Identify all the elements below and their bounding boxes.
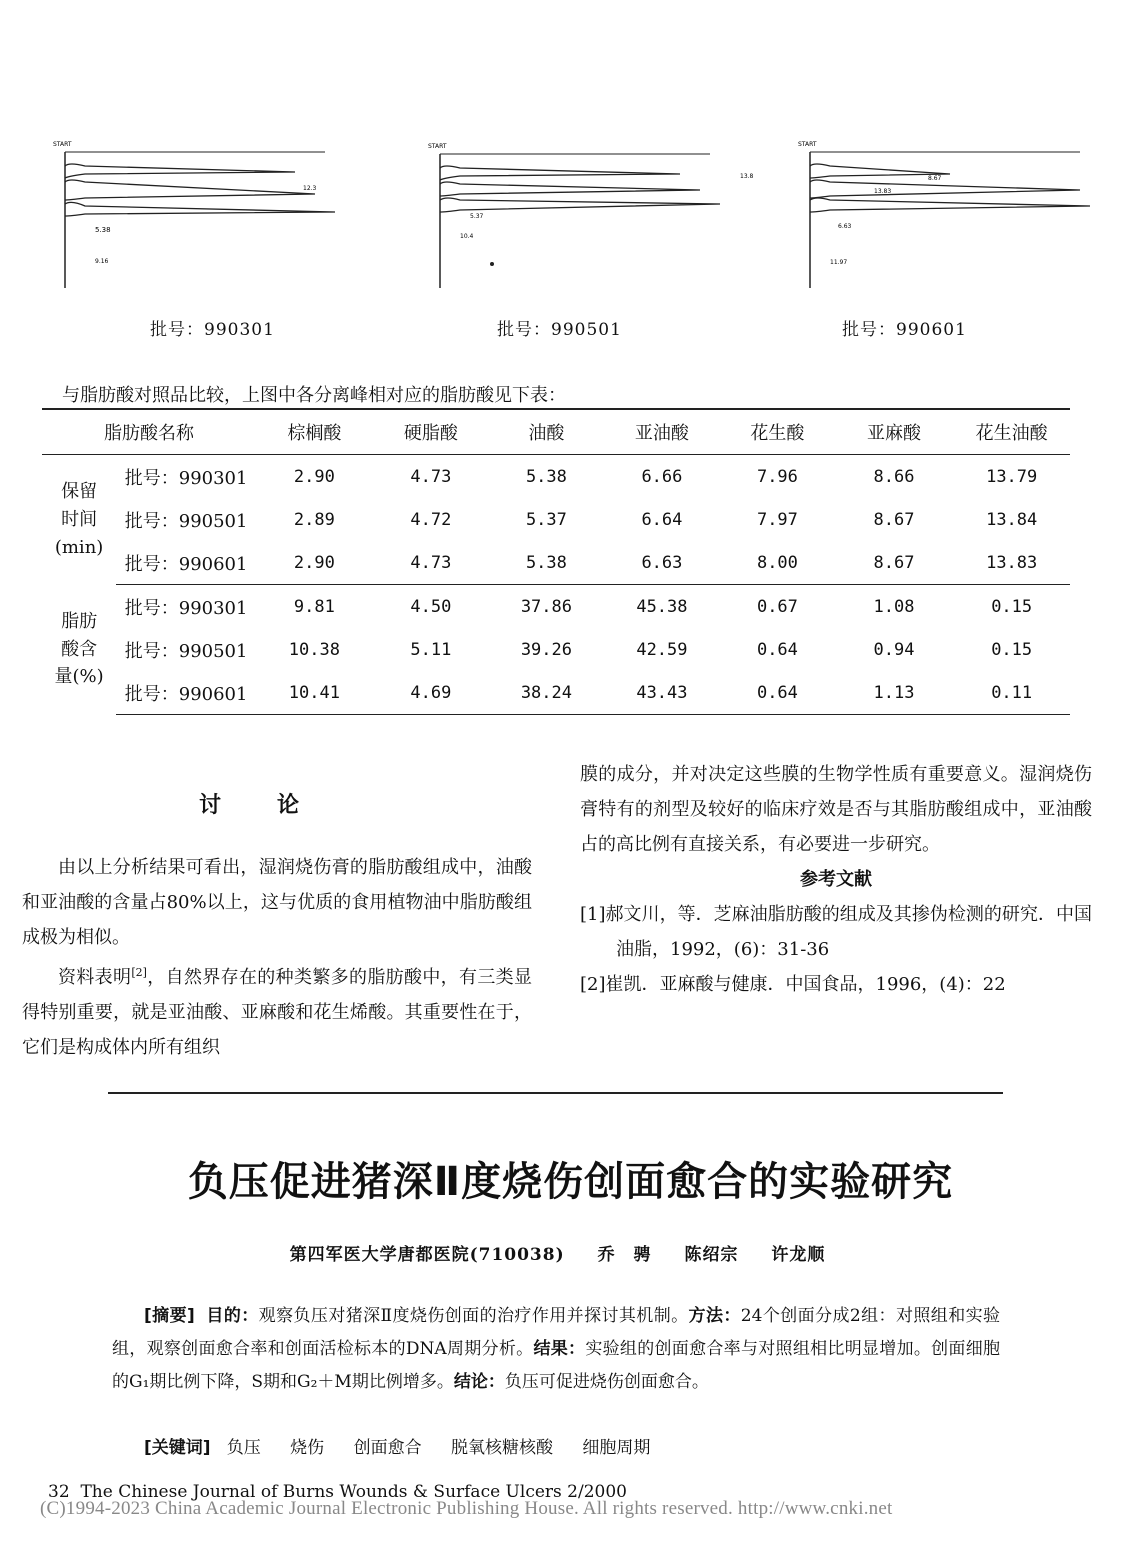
table-header-row — [42, 409, 1070, 455]
value-cell: 5.38 — [525, 466, 567, 487]
citation: [2] — [131, 966, 147, 979]
batch-cell: 批号：990501 — [124, 640, 248, 662]
value-cell: 0.64 — [720, 671, 834, 715]
abstract — [112, 1300, 1000, 1399]
keyword: 烧伤 — [290, 1438, 325, 1458]
value-cell: 0.15 — [991, 639, 1033, 660]
keyword: 脱氧核糖核酸 — [450, 1438, 553, 1458]
keywords-label: [关键词] — [144, 1438, 211, 1458]
value-cell: 42.59 — [636, 639, 688, 660]
header-name: 脂肪酸名称 — [42, 409, 256, 455]
section-divider — [108, 1092, 1003, 1094]
chromatogram-990301 — [45, 138, 345, 298]
discussion-paragraph: 资料表明[2]，自然界存在的种类繁多的脂肪酸中，有三类显得特别重要，就是亚油酸、亚麻酸和花生烯酸。其重要性在于，它们是构成体内所有组织 — [22, 966, 533, 1058]
value-cell: 8.00 — [720, 541, 834, 585]
value-cell: 6.63 — [604, 541, 721, 585]
peak-label: 11.97 — [830, 259, 848, 266]
start-label: START — [53, 141, 72, 148]
peak-label: 5.37 — [470, 213, 484, 220]
peak-label: 10.4 — [460, 233, 474, 240]
discussion-right-column — [580, 757, 1092, 1002]
keywords — [144, 1433, 674, 1458]
value-cell: 8.67 — [873, 509, 915, 530]
method-label: 方法： — [688, 1306, 741, 1326]
table-intro: 与脂肪酸对照品比较，上图中各分离峰相对应的脂肪酸见下表： — [62, 385, 566, 406]
author: 乔 骋 — [597, 1245, 652, 1265]
author: 陈绍宗 — [684, 1245, 739, 1265]
author-line — [0, 1240, 1141, 1265]
keyword: 细胞周期 — [582, 1438, 651, 1458]
discussion-title: 讨论 — [198, 792, 355, 818]
value-cell: 2.90 — [293, 466, 335, 487]
abstract-label: [摘要] — [144, 1306, 195, 1326]
copyright-watermark: (C)1994-2023 China Academic Journal Electronic Publishing House. All rights reserved. http://www.cnki.net — [40, 1498, 893, 1519]
value-cell: 8.67 — [835, 541, 954, 585]
table-row — [42, 628, 1070, 671]
peak-label: 13.83 — [874, 188, 892, 195]
value-cell: 13.84 — [986, 509, 1038, 530]
chromatogram-plot — [420, 138, 754, 298]
value-cell: 5.38 — [489, 541, 603, 585]
column-header: 亚油酸 — [604, 409, 721, 455]
value-cell: 38.24 — [489, 671, 603, 715]
chromatogram-batch-label: 批号：990301 — [150, 320, 275, 340]
fatty-acid-table — [42, 408, 1070, 715]
result-text: 实验组的创面愈合率与对照组相比明显增加。创面细胞的G₁期比例下降，S期和G₂＋M期比例增多。 — [112, 1339, 1001, 1392]
peak-label: 9.16 — [95, 258, 109, 265]
column-header: 亚麻酸 — [835, 409, 954, 455]
value-cell: 4.73 — [373, 541, 490, 585]
chromatogram-plot — [45, 138, 345, 298]
value-cell: 0.15 — [991, 596, 1033, 617]
value-cell: 13.83 — [953, 541, 1070, 585]
peak-label: 13.8 — [740, 173, 754, 180]
value-cell: 4.73 — [410, 466, 452, 487]
table-row — [42, 498, 1070, 541]
objective-label: 目的： — [206, 1306, 259, 1326]
conclusion-label: 结论： — [453, 1372, 505, 1392]
table-row — [42, 541, 1070, 585]
page-number: 32 — [48, 1482, 70, 1502]
chromatogram-990601 — [790, 138, 1090, 298]
peak-label: 6.63 — [838, 223, 852, 230]
value-cell: 39.26 — [520, 639, 572, 660]
value-cell: 0.64 — [756, 639, 798, 660]
value-cell: 8.66 — [873, 466, 915, 487]
table-row — [42, 455, 1070, 499]
peak-label: 8.67 — [928, 175, 942, 182]
column-header: 油酸 — [489, 409, 603, 455]
value-cell: 2.89 — [293, 509, 335, 530]
references-title: 参考文献 — [800, 869, 872, 890]
value-cell: 1.08 — [873, 596, 915, 617]
value-cell: 0.94 — [873, 639, 915, 660]
start-label: START — [798, 141, 817, 148]
keyword: 负压 — [226, 1438, 261, 1458]
value-cell: 4.50 — [410, 596, 452, 617]
value-cell: 10.41 — [256, 671, 373, 715]
journal-name: The Chinese Journal of Burns Wounds & Surface Ulcers 2/2000 — [80, 1482, 627, 1502]
column-header: 花生酸 — [720, 409, 834, 455]
value-cell: 7.97 — [756, 509, 798, 530]
value-cell: 9.81 — [293, 596, 335, 617]
value-cell: 6.66 — [641, 466, 683, 487]
value-cell: 6.64 — [641, 509, 683, 530]
method-text: 24个创面分成2组：对照组和实验组，观察创面愈合率和创面活检标本的DNA周期分析。 — [112, 1306, 1001, 1359]
column-header: 硬脂酸 — [373, 409, 490, 455]
peak-label: 5.38 — [95, 226, 111, 234]
reference-item: [1]郝文川，等．芝麻油脂肪酸的组成及其掺伪检测的研究．中国油脂，1992，(6)：31-36 — [580, 904, 1092, 960]
keyword: 创面愈合 — [353, 1438, 422, 1458]
value-cell: 0.67 — [756, 596, 798, 617]
batch-cell: 批号：990501 — [124, 510, 248, 532]
start-label: START — [428, 143, 447, 150]
value-cell: 1.13 — [835, 671, 954, 715]
value-cell: 45.38 — [636, 596, 688, 617]
group-label-retention: 保留 时间 (min) — [54, 480, 104, 558]
conclusion-text: 负压可促进烧伤创面愈合。 — [504, 1372, 709, 1392]
value-cell: 37.86 — [520, 596, 572, 617]
value-cell: 0.11 — [953, 671, 1070, 715]
value-cell: 43.43 — [604, 671, 721, 715]
value-cell: 5.11 — [410, 639, 452, 660]
discussion-left-column — [22, 850, 532, 1065]
affiliation: 第四军医大学唐都医院(710038) — [289, 1245, 565, 1265]
batch-cell: 批号：990601 — [116, 671, 256, 715]
peak-label: 12.3 — [303, 185, 317, 192]
table-row — [42, 671, 1070, 715]
batch-cell: 批号：990301 — [124, 597, 248, 619]
value-cell: 4.72 — [410, 509, 452, 530]
author: 许龙顺 — [771, 1245, 826, 1265]
objective-text: 观察负压对猪深Ⅱ度烧伤创面的治疗作用并探讨其机制。 — [258, 1306, 689, 1326]
value-cell: 7.96 — [756, 466, 798, 487]
article-title: 负压促进猪深Ⅱ度烧伤创面愈合的实验研究 — [187, 1159, 954, 1205]
value-cell: 2.90 — [256, 541, 373, 585]
chromatogram-batch-label: 批号：990601 — [842, 320, 967, 340]
reference-item: [2]崔凯．亚麻酸与健康．中国食品，1996，(4)：22 — [580, 974, 1006, 995]
value-cell: 5.37 — [525, 509, 567, 530]
discussion-paragraph: 由以上分析结果可看出，湿润烧伤膏的脂肪酸组成中，油酸和亚油酸的含量占80%以上，这与优质的食用植物油中脂肪酸组成极为相似。 — [22, 857, 532, 948]
chromatogram-plot — [790, 138, 1090, 298]
value-cell: 10.38 — [288, 639, 340, 660]
table-row — [42, 585, 1070, 629]
discussion-paragraph: 膜的成分，并对决定这些膜的生物学性质有重要意义。湿润烧伤膏特有的剂型及较好的临床疗效是否与其脂肪酸组成中，亚油酸占的高比例有直接关系，有必要进一步研究。 — [580, 764, 1092, 855]
result-label: 结果： — [533, 1339, 586, 1359]
chromatogram-990501 — [420, 138, 754, 298]
chromatogram-batch-label: 批号：990501 — [497, 320, 622, 340]
value-cell: 4.69 — [373, 671, 490, 715]
value-cell: 13.79 — [986, 466, 1038, 487]
group-label-content: 脂肪 酸含 量(%) — [54, 610, 104, 688]
column-header: 花生油酸 — [953, 409, 1070, 455]
column-header: 棕榈酸 — [256, 409, 373, 455]
batch-cell: 批号：990601 — [116, 541, 256, 585]
batch-cell: 批号：990301 — [124, 467, 248, 489]
